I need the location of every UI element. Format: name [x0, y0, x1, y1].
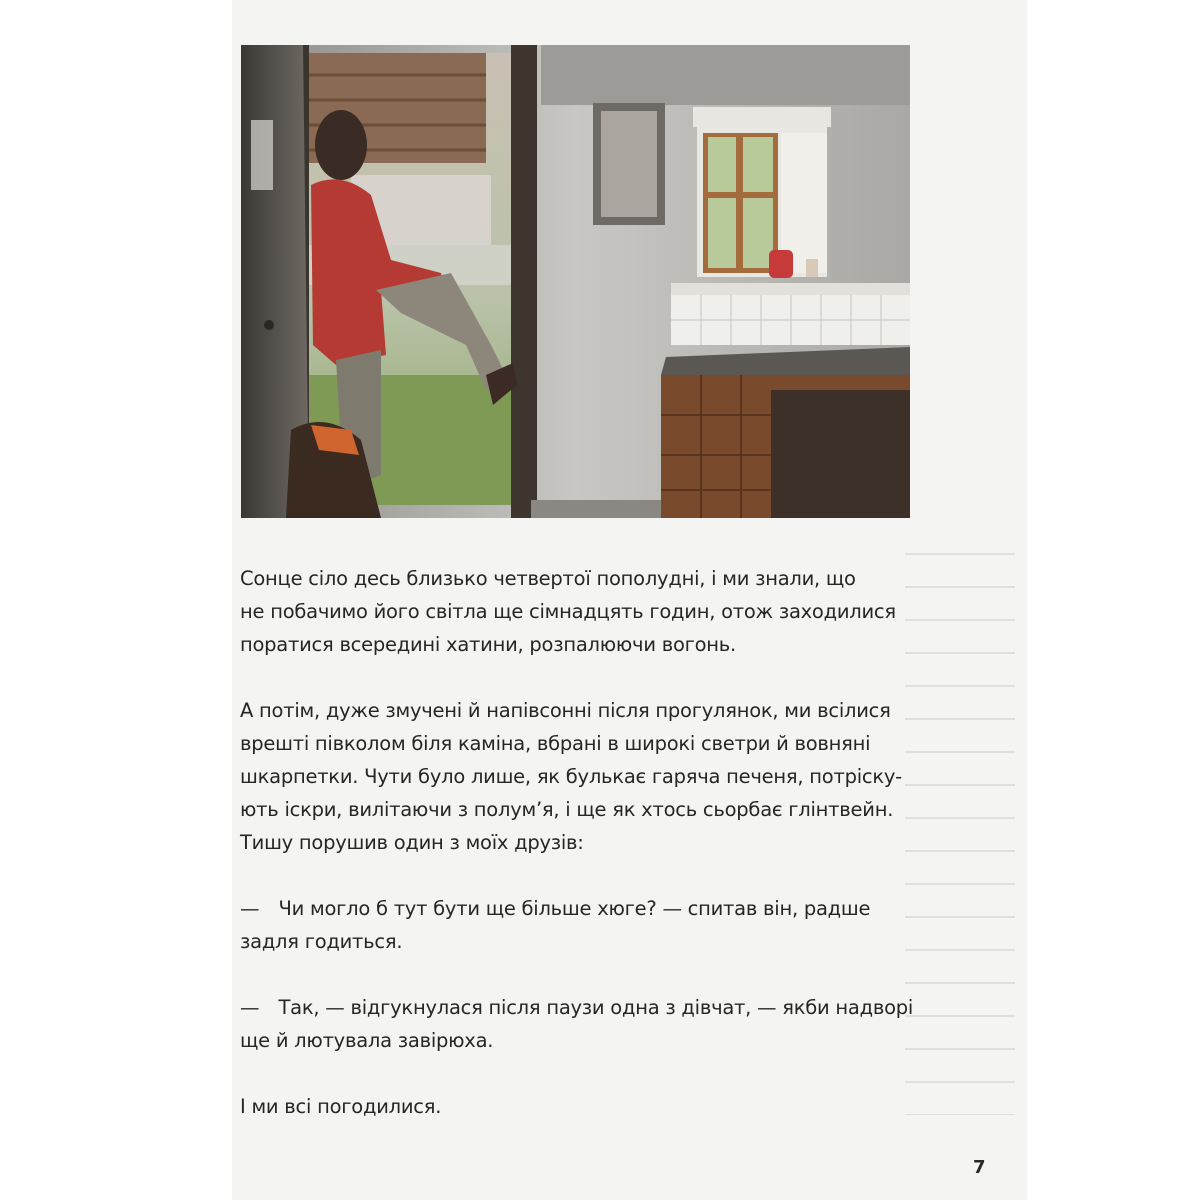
text-line: не побачимо його світла ще сімнадцять годин, отож заходилися	[240, 600, 896, 623]
text-line: Тишу порушив один з моїх друзів:	[240, 831, 584, 854]
paragraph	[240, 562, 896, 661]
dialogue-paragraph	[240, 991, 914, 1057]
text-line: — Чи могло б тут бути ще більше хюге? — спитав він, радше	[240, 897, 871, 920]
bleed-through-text	[905, 535, 1015, 1115]
page-number: 7	[973, 1157, 986, 1178]
photo-of-cabin-interior-icon	[241, 45, 910, 518]
text-line: ще й лютувала завірюха.	[240, 1029, 494, 1052]
text-line: врешті півколом біля каміна, вбрані в широкі светри й вовняні	[240, 732, 871, 755]
text-line: задля годиться.	[240, 930, 403, 953]
paragraph	[240, 1090, 890, 1123]
text-line: Сонце сіло десь близько четвертої пополудні, і ми знали, що	[240, 567, 856, 590]
page-margin	[1027, 0, 1200, 1200]
text-line: І ми всі погодилися.	[240, 1095, 442, 1118]
text-line: шкарпетки. Чути було лише, як булькає гаряча печеня, потріску-	[240, 765, 902, 788]
text-line: — Так, — відгукнулася після паузи одна з дівчат, — якби надворі	[240, 996, 914, 1019]
body-text	[240, 562, 914, 1156]
text-line: А потім, дуже змучені й напівсонні після прогулянок, ми всілися	[240, 699, 891, 722]
text-line: поратися всередині хатини, розпалюючи вогонь.	[240, 633, 736, 656]
paragraph	[240, 694, 902, 859]
cabin-photo	[241, 45, 910, 518]
dialogue-paragraph	[240, 892, 890, 958]
text-line: ють іскри, вилітаючи з полум’я, і ще як хтось сьорбає глінтвейн.	[240, 798, 894, 821]
